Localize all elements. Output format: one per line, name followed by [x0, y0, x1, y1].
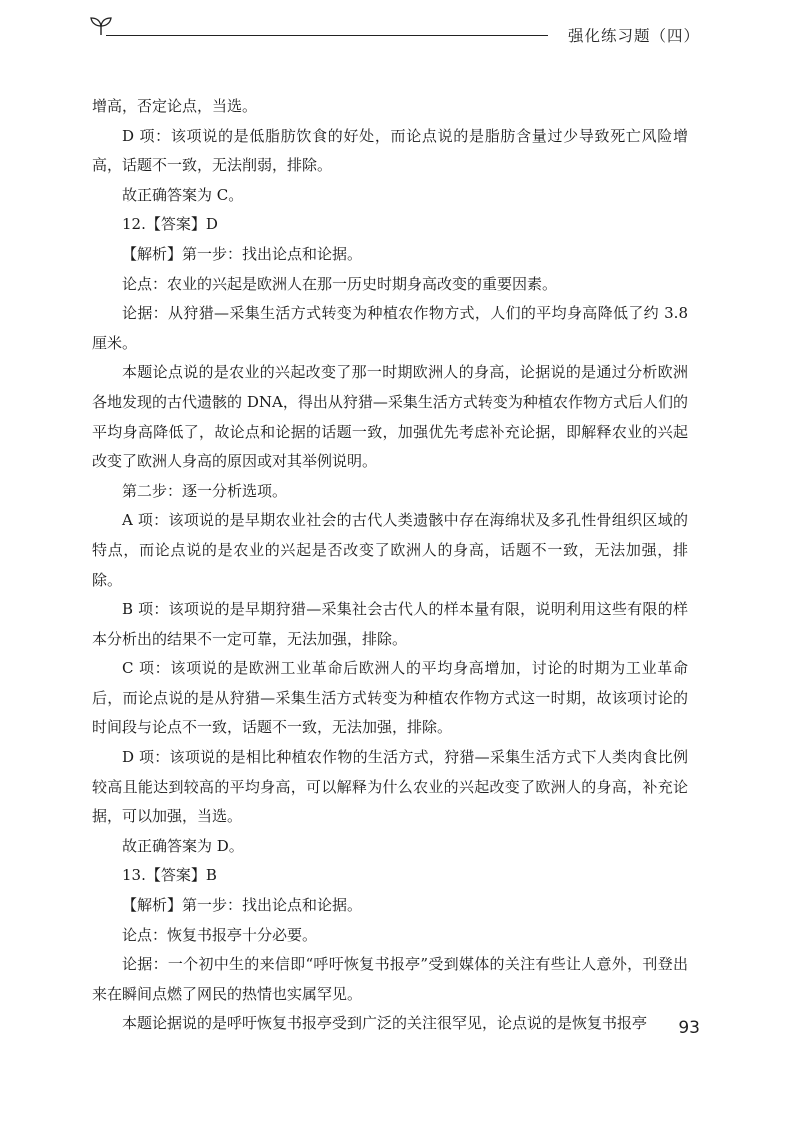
paragraph: A 项：该项说的是早期农业社会的古代人类遗骸中存在海绵状及多孔性骨组织区域的特点，而论点说的是农业的兴起是否改变了欧洲人的身高，话题不一致，无法加强，排除。 [92, 511, 688, 589]
paragraph: 论点：农业的兴起是欧洲人在那一历史时期身高改变的重要因素。 [122, 274, 558, 293]
paragraph: 论据：从狩猎—采集生活方式转变为种植农作物方式，人们的平均身高降低了约 3.8 厘米。 [92, 304, 688, 352]
paragraph: 第二步：逐一分析选项。 [122, 481, 288, 500]
answer-heading: 12.【答案】D [122, 215, 218, 234]
answer-heading: 13.【答案】B [122, 866, 217, 885]
paragraph: D 项：该项说的是相比种植农作物的生活方式，狩猎—采集生活方式下人类肉食比例较高且能达到较高的平均身高，可以解释为什么农业的兴起改变了欧洲人的身高，补充论据，可以加强，当选。 [92, 748, 688, 826]
paragraph: 故正确答案为 C。 [122, 185, 244, 204]
page-body [92, 92, 688, 1039]
paragraph: 本题论点说的是农业的兴起改变了那一时期欧洲人的身高，论据说的是通过分析欧洲各地发现的古代遗骸的 DNA，得出从狩猎—采集生活方式转变为种植农作物方式后人们的平均身高降低了，故论点和论据的话题一致，加强优先考虑补充论据，即解释农业的兴起改变了欧洲人身高的原因或对其举例说明。 [92, 363, 688, 471]
paragraph: C 项：该项说的是欧洲工业革命后欧洲人的平均身高增加，讨论的时期为工业革命后，而论点说的是从狩猎—采集生活方式转变为种植农作物方式这一时期，故该项讨论的时间段与论点不一致，话题不一致，无法加强，排除。 [92, 659, 688, 737]
paragraph: 【解析】第一步：找出论点和论据。 [122, 896, 363, 915]
paragraph: D 项：该项说的是低脂肪饮食的好处，而论点说的是脂肪含量过少导致死亡风险增高，话题不一致，无法削弱，排除。 [92, 126, 688, 175]
paragraph: B 项：该项说的是早期狩猎—采集社会古代人的样本量有限，说明利用这些有限的样本分析出的结果不一定可靠，无法加强，排除。 [92, 600, 688, 648]
paragraph: 论点：恢复书报亭十分必要。 [122, 925, 318, 944]
page-number: 93 [678, 1018, 700, 1038]
paragraph: 论据：一个初中生的来信即“呼吁恢复书报亭”受到媒体的关注有些让人意外，刊登出来在瞬间点燃了网民的热情也实属罕见。 [92, 955, 688, 1003]
paragraph: 【解析】第一步：找出论点和论据。 [122, 244, 363, 263]
header-rule [106, 35, 548, 36]
paragraph: 增高，否定论点，当选。 [92, 97, 258, 115]
paragraph: 故正确答案为 D。 [122, 836, 244, 855]
page-header [88, 14, 700, 54]
paragraph: 本题论据说的是呼吁恢复书报亭受到广泛的关注很罕见，论点说的是恢复书报亭 [122, 1014, 648, 1033]
running-head: 强化练习题（四） [567, 27, 700, 45]
sprout-icon [88, 14, 114, 36]
